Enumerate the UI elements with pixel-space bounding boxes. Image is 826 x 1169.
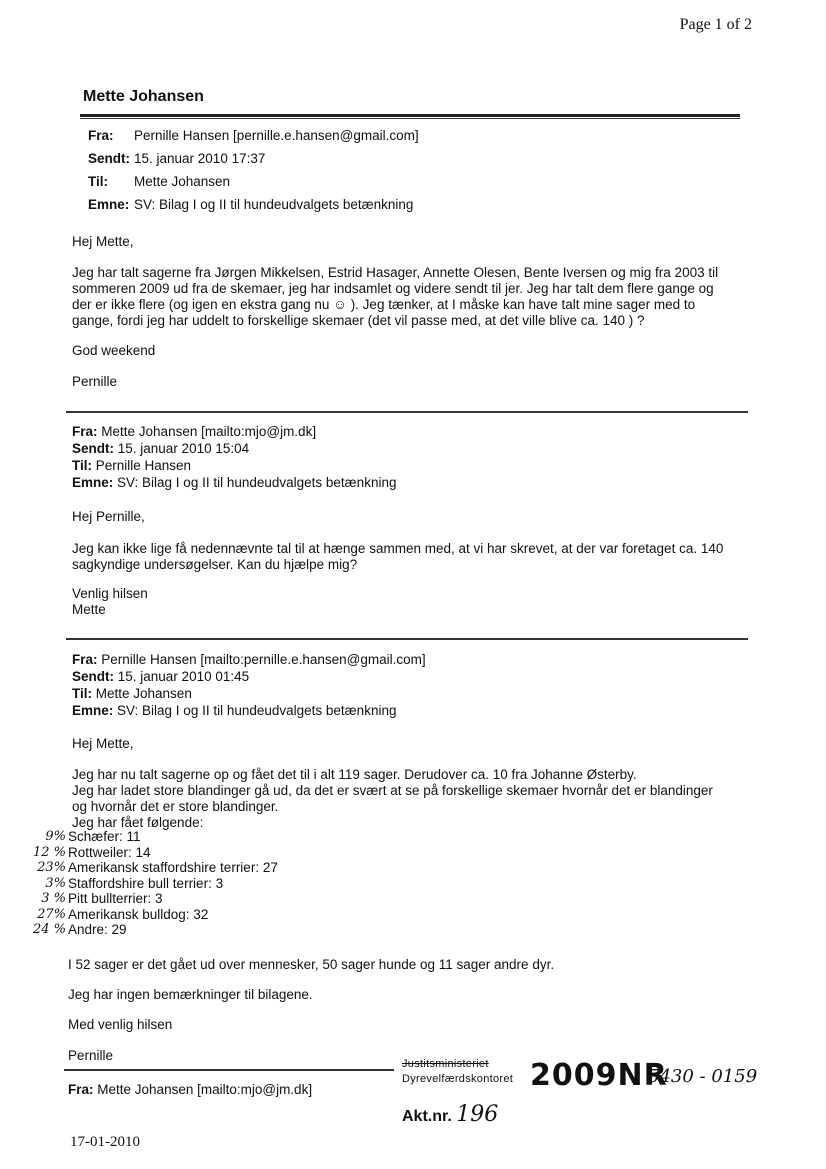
handwritten-percentages [20, 829, 66, 938]
email1-paragraph-line: sommeren 2009 ud fra de skemaer, jeg har indsamlet og videre sendt til jer. Jeg har talt dem flere gange og [72, 281, 714, 296]
list-item: Andre: 29 [68, 922, 127, 937]
breed-list [68, 829, 278, 938]
subject-label: Emne: [72, 475, 114, 490]
footer-date: 17-01-2010 [70, 1134, 140, 1150]
akt-number: 196 [456, 1102, 499, 1127]
email3-sent: 15. januar 2010 01:45 [117, 669, 250, 684]
email1-signature: Pernille [72, 374, 118, 389]
header-divider [80, 114, 740, 117]
page-number: Page 1 of 2 [679, 16, 752, 33]
handwritten-note: 3% [45, 875, 66, 891]
email-separator [66, 638, 748, 640]
email3-to: Mette Johansen [95, 686, 192, 701]
email3-remarks: Jeg har ingen bemærkninger til bilagene. [68, 987, 313, 1002]
list-item: Pitt bullterrier: 3 [68, 891, 163, 906]
akt-label: Akt.nr. [402, 1108, 452, 1125]
mailbox-owner-title: Mette Johansen [83, 88, 204, 105]
email2-paragraph [72, 541, 762, 573]
email3-greeting: Hej Mette, [72, 736, 134, 751]
email1-to: Mette Johansen [134, 174, 231, 189]
email2-signoff [72, 586, 148, 618]
email-separator [64, 1069, 394, 1071]
email2-header [72, 423, 396, 491]
email1-paragraph-line: der er ikke flere (og igen en ekstra gang nu ☺ ). Jeg tænker, at I måske kan have talt mine sager med to [72, 297, 696, 312]
sent-label: Sendt: [72, 441, 114, 456]
email3-subject: SV: Bilag I og II til hundeudvalgets betænkning [117, 703, 397, 718]
email2-sent: 15. januar 2010 15:04 [117, 441, 250, 456]
email3-signature: Pernille [68, 1048, 114, 1063]
email2-paragraph-line: sagkyndige undersøgelser. Kan du hjælpe mig? [72, 557, 358, 572]
from-label: Fra: [88, 128, 114, 143]
email3-header [72, 651, 426, 719]
to-label: Til: [72, 686, 92, 701]
email3-paragraph-line: Jeg har ladet store blandinger gå ud, da det er svært at se på forskellige skemaer hvornår det er blandinger [72, 783, 713, 798]
email2-closing: Venlig hilsen [72, 586, 148, 601]
from-label: Fra: [68, 1082, 94, 1097]
email1-header [88, 124, 419, 216]
email3-closing: Med venlig hilsen [68, 1017, 173, 1032]
email2-signature: Mette [72, 602, 106, 617]
subject-label: Emne: [88, 197, 130, 212]
email1-subject: SV: Bilag I og II til hundeudvalgets betænkning [134, 197, 414, 212]
email2-subject: SV: Bilag I og II til hundeudvalgets betænkning [117, 475, 397, 490]
subject-label: Emne: [72, 703, 114, 718]
header-divider-thin [80, 118, 740, 119]
to-label: Til: [88, 174, 108, 189]
handwritten-note: 23% [37, 860, 66, 875]
handwritten-note: 9% [45, 829, 66, 844]
sent-label: Sendt: [72, 669, 114, 684]
stamp-case-number: 2009NR [530, 1058, 668, 1093]
email2-paragraph-line: Jeg kan ikke lige få nedennævnte tal til at hænge sammen med, at vi har skrevet, at der var foretaget ca. 140 [72, 541, 724, 556]
to-label: Til: [72, 458, 92, 473]
email4-header [68, 1081, 312, 1098]
stamp-office: Dyrevelfærdskontoret [402, 1073, 514, 1085]
email3-paragraph-line: og hvornår det er store blandinger. [72, 799, 279, 814]
email1-paragraph-line: gange, fordi jeg har uddelt to forskellige skemaer (det vil passe med, at det ville blive ca. 140 ) ? [72, 313, 645, 328]
email1-paragraph-line: Jeg har talt sagerne fra Jørgen Mikkelsen, Estrid Hasager, Annette Olesen, Bente Iversen og mig fra 2003 til [72, 265, 719, 280]
email1-paragraph [72, 265, 762, 329]
email1-from: Pernille Hansen [pernille.e.hansen@gmail.com] [134, 128, 419, 143]
email2-greeting: Hej Pernille, [72, 509, 145, 524]
list-item: Amerikansk staffordshire terrier: 27 [68, 860, 278, 875]
stamp-ministry: Justitsministeriet [402, 1058, 489, 1070]
stamp-case-suffix: 5430 - 0159 [648, 1066, 758, 1087]
handwritten-note: 27% [37, 906, 66, 922]
email3-summary: I 52 sager er det gået ud over mennesker, 50 sager hunde og 11 sager andre dyr. [68, 957, 555, 972]
email3-paragraph [72, 767, 772, 831]
list-item: Schæfer: 11 [68, 829, 141, 844]
stamp-akt [402, 1102, 498, 1127]
email2-from: Mette Johansen [mailto:mjo@jm.dk] [101, 424, 317, 439]
email2-to: Pernille Hansen [95, 458, 192, 473]
email3-paragraph-line: Jeg har nu talt sagerne op og fået det til i alt 119 sager. Derudover ca. 10 fra Johanne Østerby. [72, 767, 637, 782]
sent-label: Sendt: [88, 151, 130, 166]
email-separator [66, 411, 748, 413]
email1-closing: God weekend [72, 343, 156, 358]
list-item: Rottweiler: 14 [68, 844, 151, 860]
list-item: Amerikansk bulldog: 32 [68, 906, 209, 922]
email4-from: Mette Johansen [mailto:mjo@jm.dk] [97, 1082, 313, 1097]
handwritten-note: 24 % [32, 922, 66, 937]
from-label: Fra: [72, 652, 98, 667]
email3-from: Pernille Hansen [mailto:pernille.e.hansen@gmail.com] [101, 652, 426, 667]
email3-paragraph-line: Jeg har fået følgende: [72, 815, 204, 830]
email1-greeting: Hej Mette, [72, 234, 134, 249]
handwritten-note: 3 % [41, 891, 66, 906]
from-label: Fra: [72, 424, 98, 439]
list-item: Staffordshire bull terrier: 3 [68, 875, 224, 891]
handwritten-note: 12 % [32, 844, 66, 860]
email1-sent: 15. januar 2010 17:37 [134, 151, 266, 166]
